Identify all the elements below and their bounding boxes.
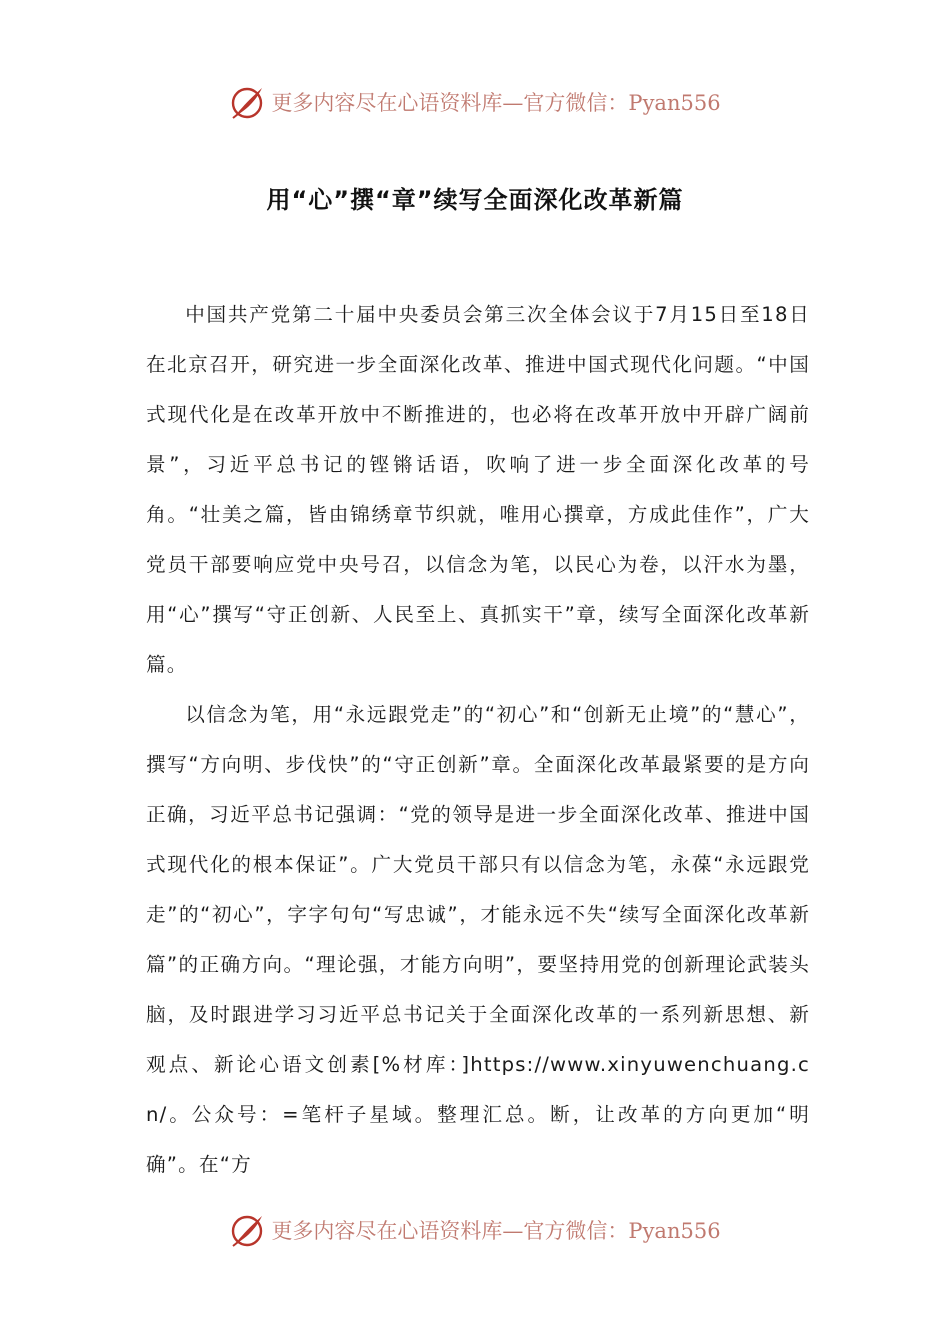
watermark-header	[0, 82, 950, 122]
paragraph: 中国共产党第二十届中央委员会第三次全体会议于7月15日至18日在北京召开，研究进一步全面深化改革、推进中国式现代化问题。“中国式现代化是在改革开放中不断推进的，也必将在改革开放中开辟广阔前景”，习近平总书记的铿锵话语，吹响了进一步全面深化改革的号角。“壮美之篇，皆由锦绣章节织就，唯用心撰章，方成此佳作”，广大党员干部要响应党中央号召，以信念为笔，以民心为卷，以汗水为墨，用“心”撰写“守正创新、人民至上、真抓实干”章，续写全面深化改革新篇。	[146, 303, 810, 676]
document-title: 用“心”撰“章”续写全面深化改革新篇	[266, 186, 684, 214]
quill-logo-icon	[229, 84, 265, 120]
watermark-text: 更多内容尽在心语资料库—官方微信：Pyan556	[271, 91, 721, 115]
watermark-footer	[0, 1210, 950, 1250]
quill-logo-icon	[229, 1212, 265, 1248]
document-body	[146, 290, 810, 1190]
watermark-text: 更多内容尽在心语资料库—官方微信：Pyan556	[271, 1219, 721, 1243]
paragraph: 以信念为笔，用“永远跟党走”的“初心”和“创新无止境”的“慧心”，撰写“方向明、步伐快”的“守正创新”章。全面深化改革最紧要的是方向正确，习近平总书记强调：“党的领导是进一步全面深化改革、推进中国式现代化的根本保证”。广大党员干部只有以信念为笔，永葆“永远跟党走”的“初心”，字字句句“写忠诚”，才能永远不失“续写全面深化改革新篇”的正确方向。“理论强，才能方向明”，要坚持用党的创新理论武装头脑，及时跟进学习习近平总书记关于全面深化改革的一系列新思想、新观点、新论心语文创素[%材库：]https://www.xinyuwenchuang.cn/。公众号：=笔杆子星域。整理汇总。断，让改革的方向更加“明确”。在“方	[146, 703, 810, 1176]
